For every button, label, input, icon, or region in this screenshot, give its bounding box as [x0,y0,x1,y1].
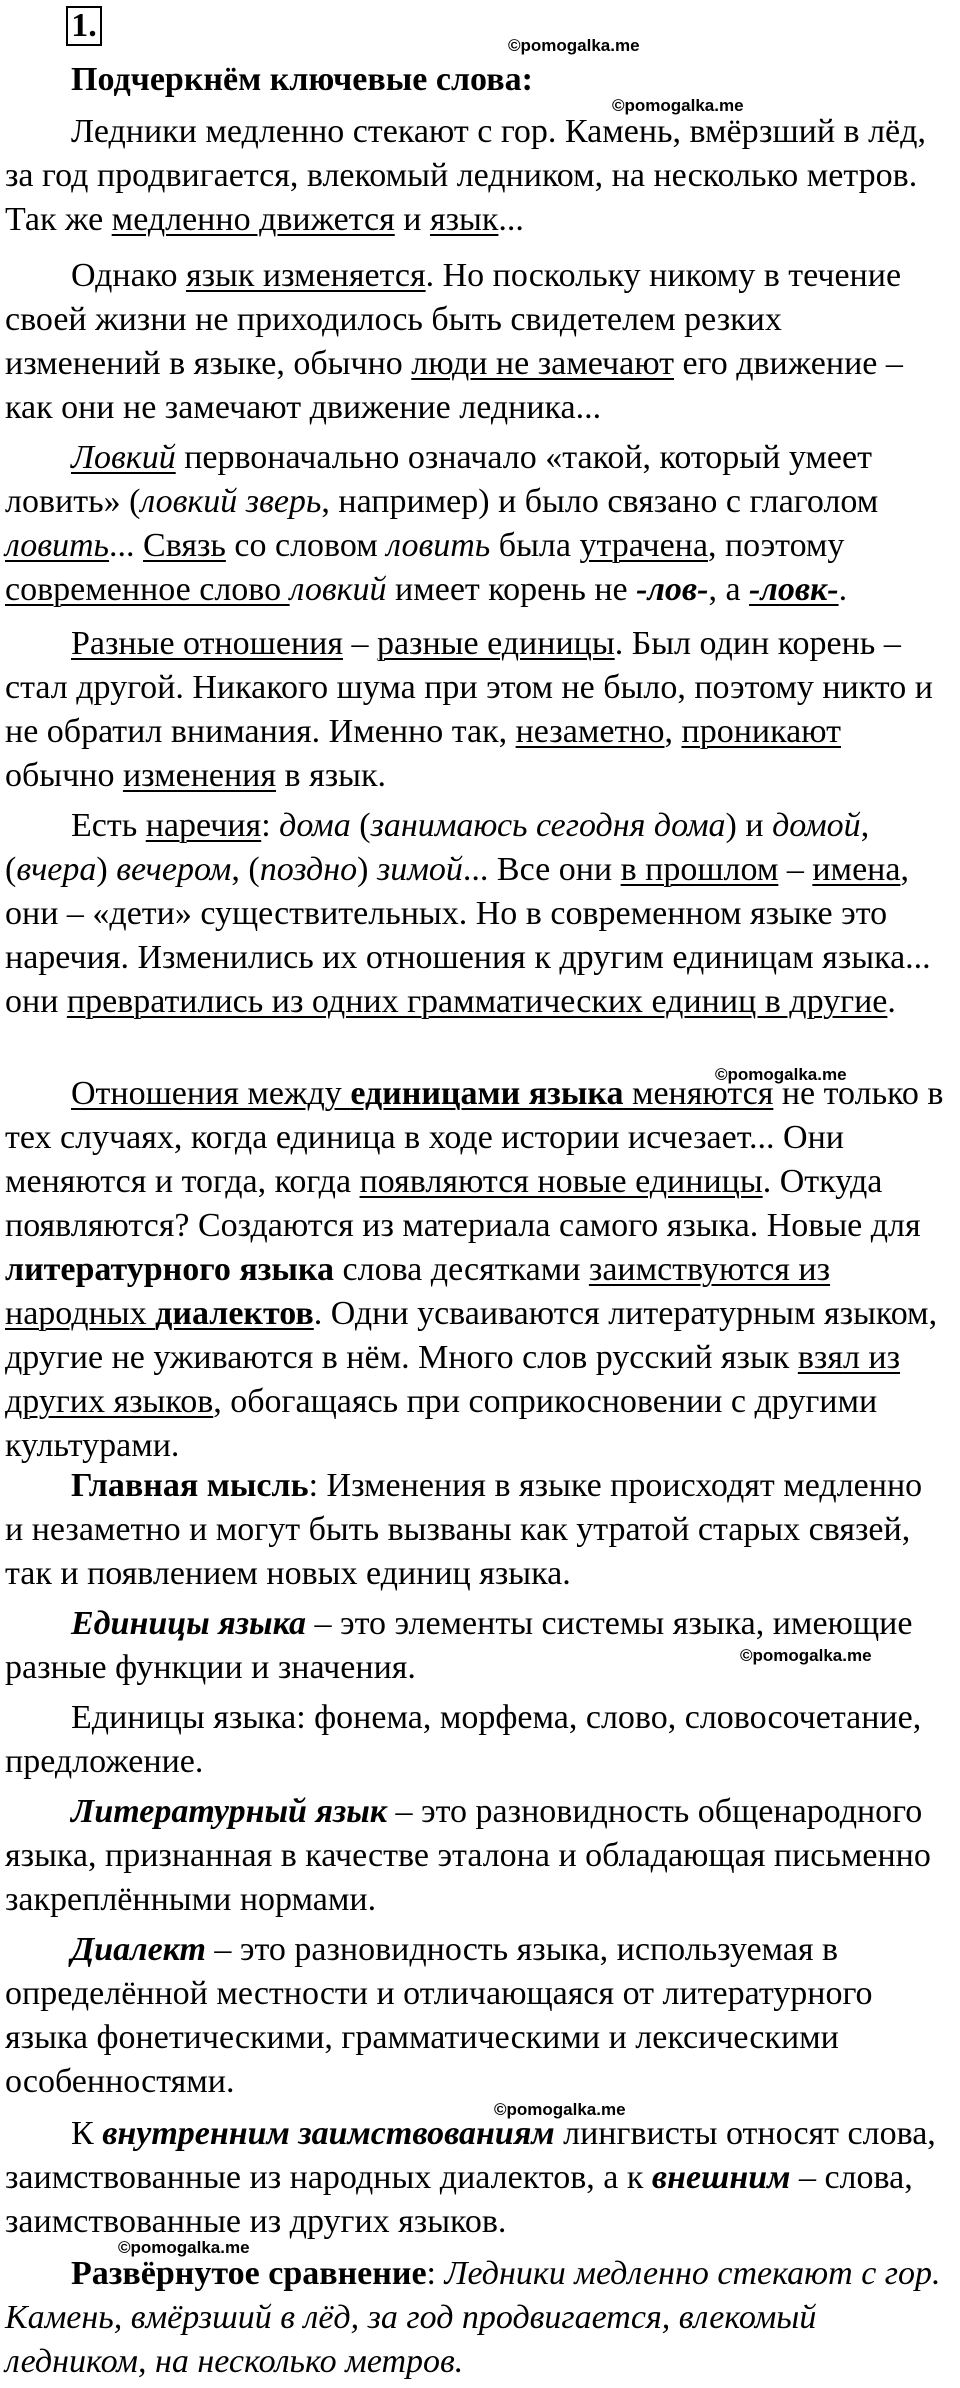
paragraph-6: Отношения между единицами языка меняются не только в тех случаях, когда единица в ходе истории исчезает... Они меняются и тогда, когда появляются новые единицы. Откуда появляются? Создаются из материала самого языка. Новые для литературного языка слова десятками заимствуются из народных диалектов. Одни усваиваются литературным языком, другие не уживаются в нём. Много слов русский язык взял из других языков, обогащаясь при соприкосновении с другими культурами. [5,1075,944,1464]
paragraph-2: Однако язык изменяется. Но поскольку никому в течение своей жизни не приходилось быть свидетелем резких изменений в языке, обычно люди не замечают его движение – как они не замечают движение ледника... [5,257,903,426]
definition-dialect: Диалект – это разновидность языка, используемая в определённой местности и отличающаяся от литературного языка фонетическими, грамматическими и лексическими особенностями. [5,1931,873,2100]
paragraph-extended-comparison: Развёрнутое сравнение: Ледники медленно стекают с гор. Камень, вмёрзший в лёд, за год продвигается, влекомый ледником, на несколько метров. [5,2255,941,2380]
paragraph-1: Ледники медленно стекают с гор. Камень, вмёрзший в лёд, за год продвигается, влекомый ледником, на несколько метров. Так же медленно движется и язык... [5,113,926,238]
definition-language-units: Единицы языка – это элементы системы языка, имеющие разные функции и значения. [5,1605,913,1686]
list-language-units: Единицы языка: фонема, морфема, слово, словосочетание, предложение. [5,1699,922,1780]
paragraph-3: Ловкий первоначально означало «такой, который умеет ловить» (ловкий зверь, например) и было связано с глаголом ловить... Связь со словом ловить была утрачена, поэтому современное слово ловкий имеет корень не -лов-, а -ловк-. [5,439,879,608]
paragraph-4: Разные отношения – разные единицы. Был один корень – стал другой. Никакого шума при этом не было, поэтому никто и не обратил внимания. Именно так, незаметно, проникают обычно изменения в язык. [5,625,933,794]
watermark: ©pomogalka.me [715,1065,847,1084]
paragraph-5: Есть наречия: дома (занимаюсь сегодня дома) и домой, (вчера) вечером, (поздно) зимой... Все они в прошлом – имена, они – «дети» существительных. Но в современном языке это наречия. Изменились их отношения к другим единицам языка... они превратились из одних грамматических единиц в другие. [5,807,931,1020]
definition-literary-language: Литературный язык – это разновидность общенародного языка, признанная в качестве эталона и обладающая письменно закреплёнными нормами. [5,1793,931,1918]
paragraph-borrowings: К внутренним заимствованиям лингвисты относят слова, заимствованные из народных диалектов, а к внешним – слова, заимствованные из других языков. [5,2115,936,2240]
watermark: ©pomogalka.me [494,2100,626,2119]
task-number: 1. [66,6,102,46]
watermark: ©pomogalka.me [508,36,640,55]
watermark: ©pomogalka.me [612,96,744,115]
heading: Подчеркнём ключевые слова: [71,61,533,98]
watermark: ©pomogalka.me [118,2238,250,2257]
paragraph-main-idea: Главная мысль: Изменения в языке происходят медленно и незаметно и могут быть вызваны как утратой старых связей, так и появлением новых единиц языка. [5,1467,923,1592]
watermark: ©pomogalka.me [740,1646,872,1665]
